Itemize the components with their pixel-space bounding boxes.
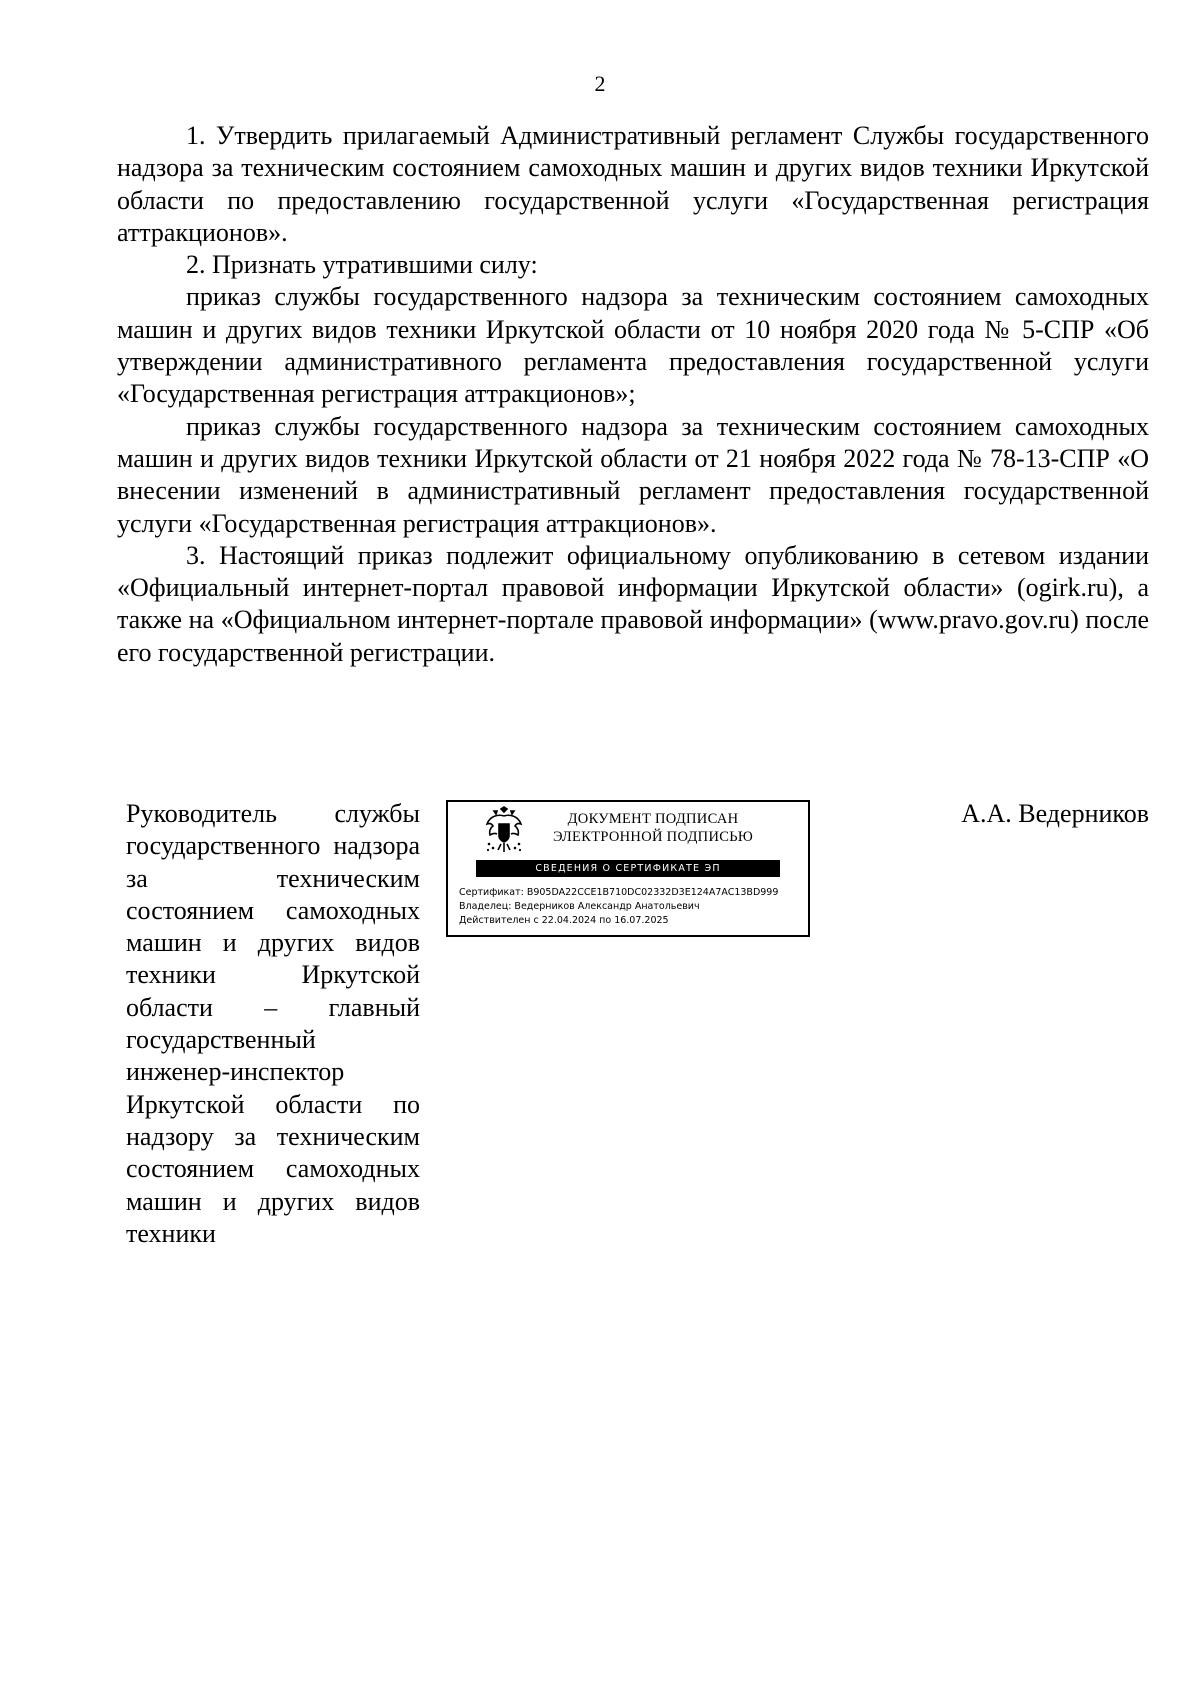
paragraph-repeal-heading: 2. Признать утратившими силу:	[186, 250, 538, 280]
paragraph-publication: 3. Настоящий приказ подлежит официальному опубликованию в сетевом издании «Официальный интернет-портал правовой информации Иркутской области» (ogirk.ru), а также на «Официальном интернет-портале правовой информации» (www.pravo.gov.ru) после его государственной регистрации.	[117, 540, 1149, 667]
stamp-validity: Действителен с 22.04.2024 по 16.07.2025	[459, 915, 669, 926]
signatory-name: А.А. Ведерников	[961, 799, 1149, 828]
paragraph-repeal-order-1: приказ службы государственного надзора за техническим состоянием самоходных машин и других видов техники Иркутской области от 10 ноября 2020 года № 5-СПР «Об утверждении административного регламента предоставления государственной услуги «Государственная регистрация аттракционов»;	[117, 282, 1149, 409]
page-number: 2	[594, 71, 606, 96]
stamp-details	[459, 886, 809, 928]
paragraph-repeal-order-2: приказ службы государственного надзора за техническим состоянием самоходных машин и других видов техники Иркутской области от 21 ноября 2022 года № 78-13-СПР «О внесении изменений в административный регламент предоставления государственной услуги «Государственная регистрация аттракционов».	[117, 411, 1149, 538]
coat-of-arms-icon	[484, 806, 524, 856]
stamp-title-line-1: ДОКУМЕНТ ПОДПИСАН	[567, 811, 739, 827]
stamp-owner: Владелец: Ведерников Александр Анатольевич	[459, 901, 700, 912]
electronic-signature-stamp	[446, 800, 810, 937]
stamp-certificate-bar: СВЕДЕНИЯ О СЕРТИФИКАТЕ ЭП	[476, 860, 780, 877]
order-body	[117, 120, 1149, 669]
stamp-title-line-2: ЭЛЕКТРОННОЙ ПОДПИСЬЮ	[552, 829, 754, 845]
signatory-position: Руководитель службы государственного надзора за техническим состоянием самоходных машин и других видов техники Иркутской области – главный государственный инженер-инспектор Иркутской области по надзору за техническим состоянием самоходных машин и других видов техники	[126, 799, 420, 1248]
stamp-certificate: Сертификат: B905DA22CCE1B710DC02332D3E124A7AC13BD999	[459, 887, 779, 898]
stamp-title	[534, 810, 772, 846]
paragraph-approve: 1. Утвердить прилагаемый Административный регламент Службы государственного надзора за техническим состоянием самоходных машин и других видов техники Иркутской области по предоставлению государственной услуги «Государственная регистрация аттракционов».	[117, 121, 1149, 247]
